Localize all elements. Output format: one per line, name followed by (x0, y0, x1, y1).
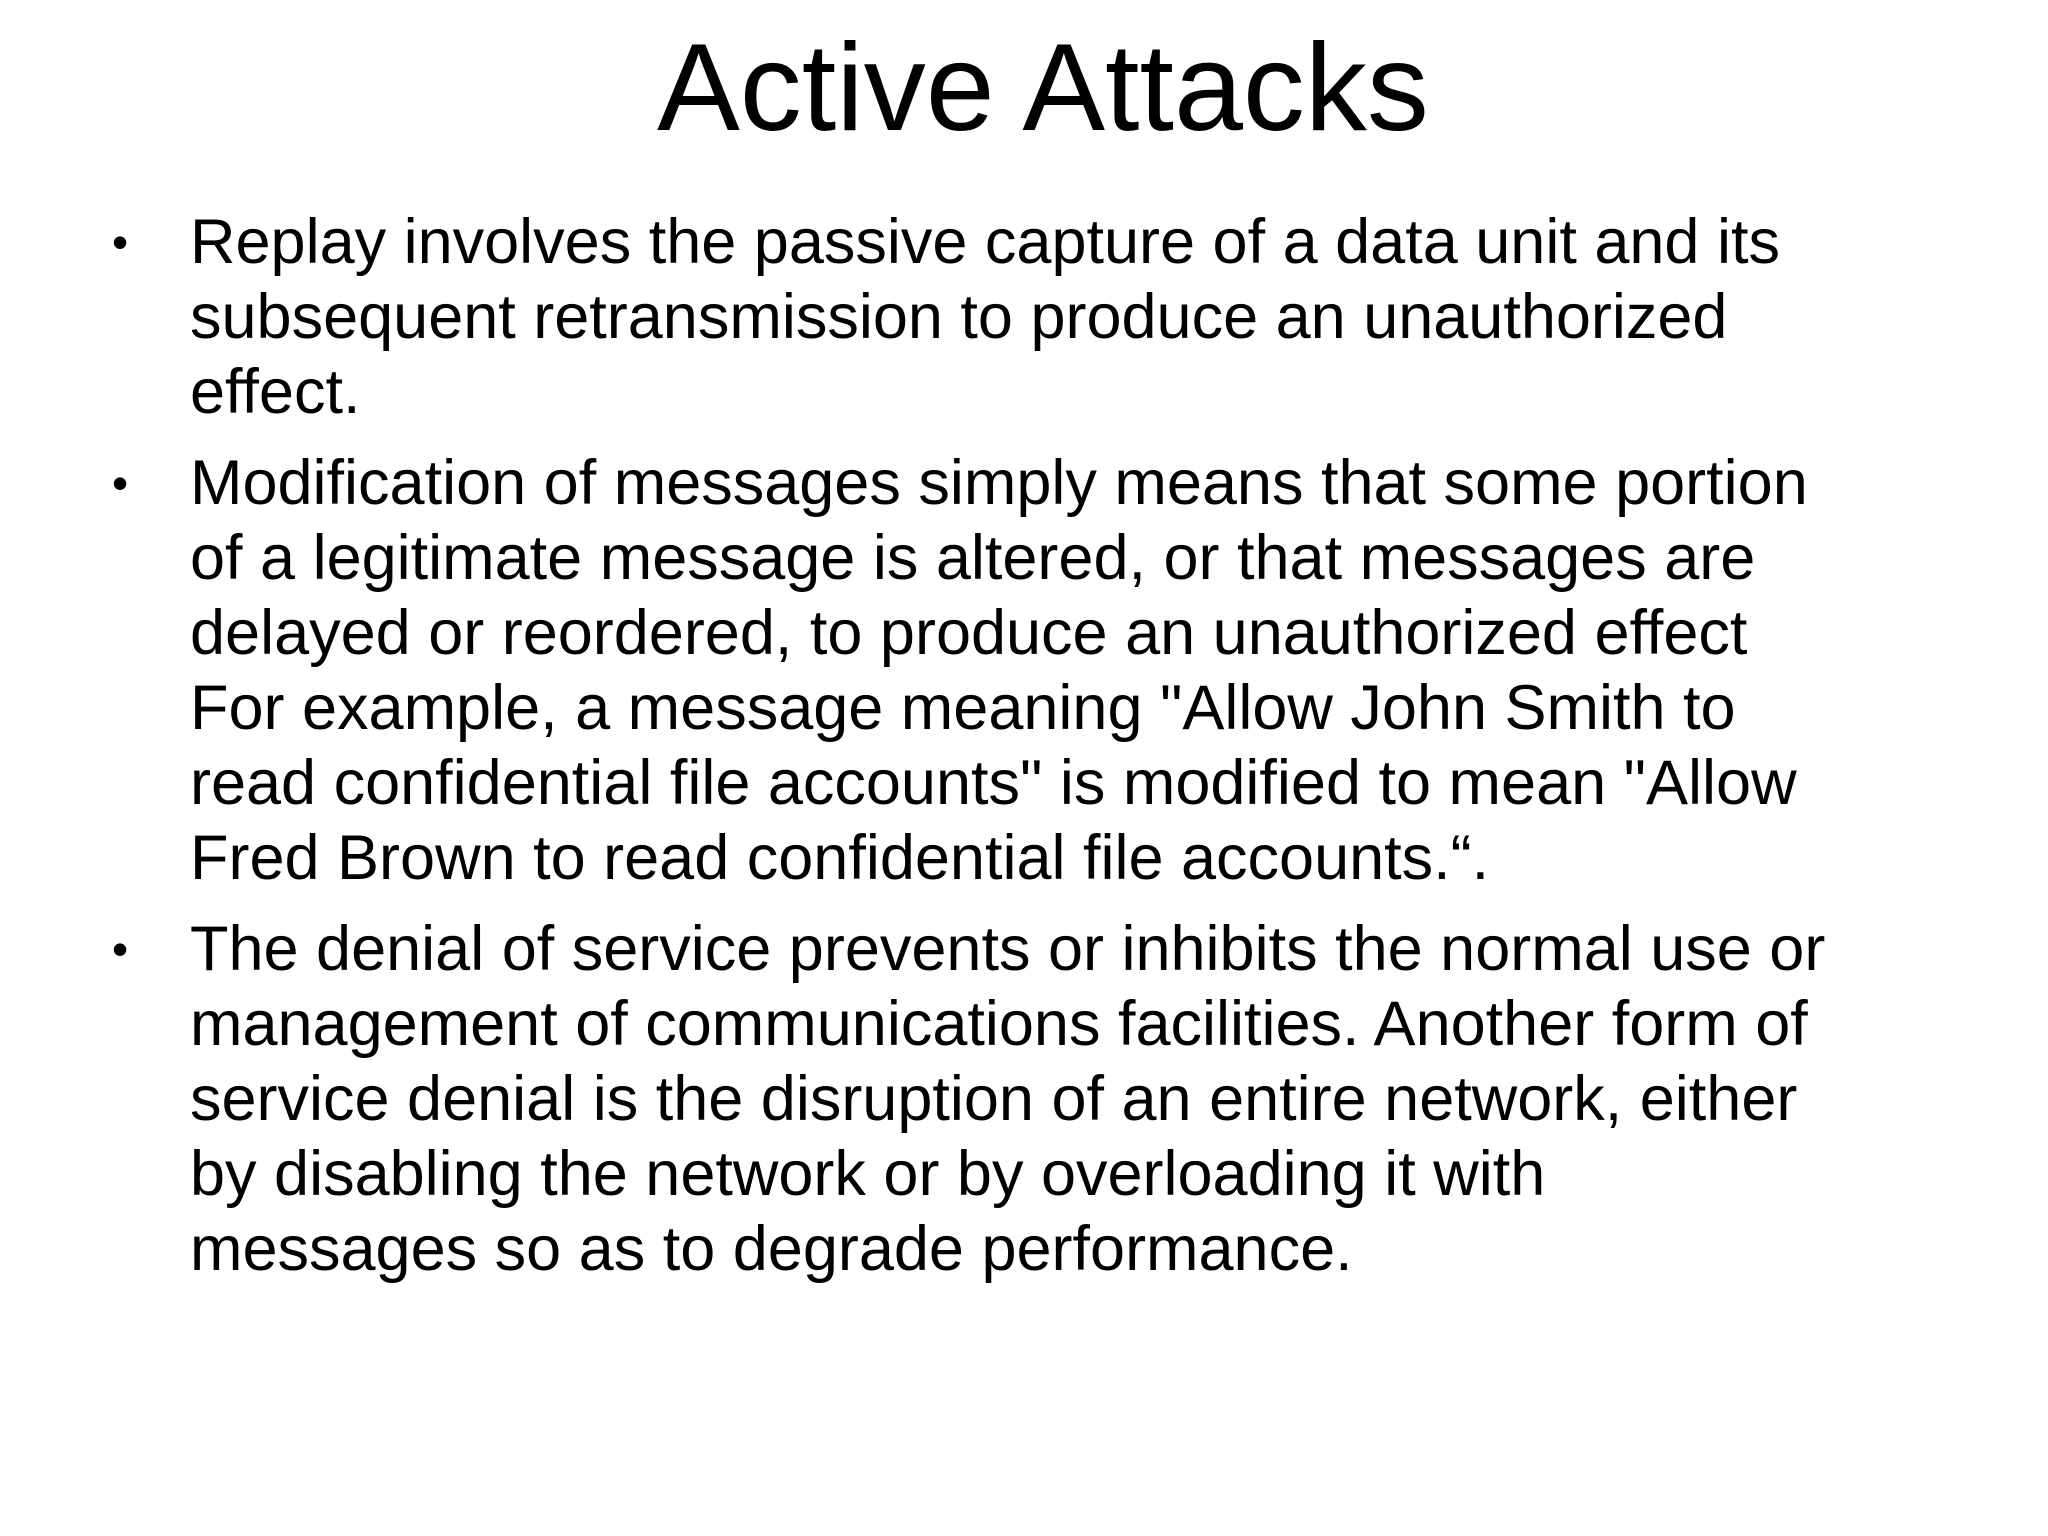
bullet-text: Replay involves the passive capture of a data unit and its subsequent retransmission to produce an unauthorized effect. (190, 207, 1780, 427)
bullet-text: The denial of service prevents or inhibits the normal use or management of communications facilities. Another form of service denial is the disruption of an entire network, either by disabling the network or by overloading it with messages so as to degrade performance. (190, 914, 1826, 1284)
bullet-item-denial-of-service (110, 912, 2010, 1287)
slide-title: Active Attacks (657, 19, 1429, 157)
bullet-dot-icon: • (112, 216, 129, 268)
bullet-text: Modification of messages simply means that some portion of a legitimate message is altered, or that messages are delayed or reordered, to produce an unauthorized effect For example, a message meaning "Allow John Smith to read confidential file accounts" is modified to mean "Allow Fred Brown to read confidential file accounts.“. (190, 448, 1808, 893)
bullet-item-replay (110, 205, 2010, 430)
bullet-dot-icon: • (112, 457, 129, 509)
bullet-list (110, 205, 2010, 1303)
bullet-item-modification (110, 446, 2010, 896)
bullet-dot-icon: • (112, 923, 129, 975)
